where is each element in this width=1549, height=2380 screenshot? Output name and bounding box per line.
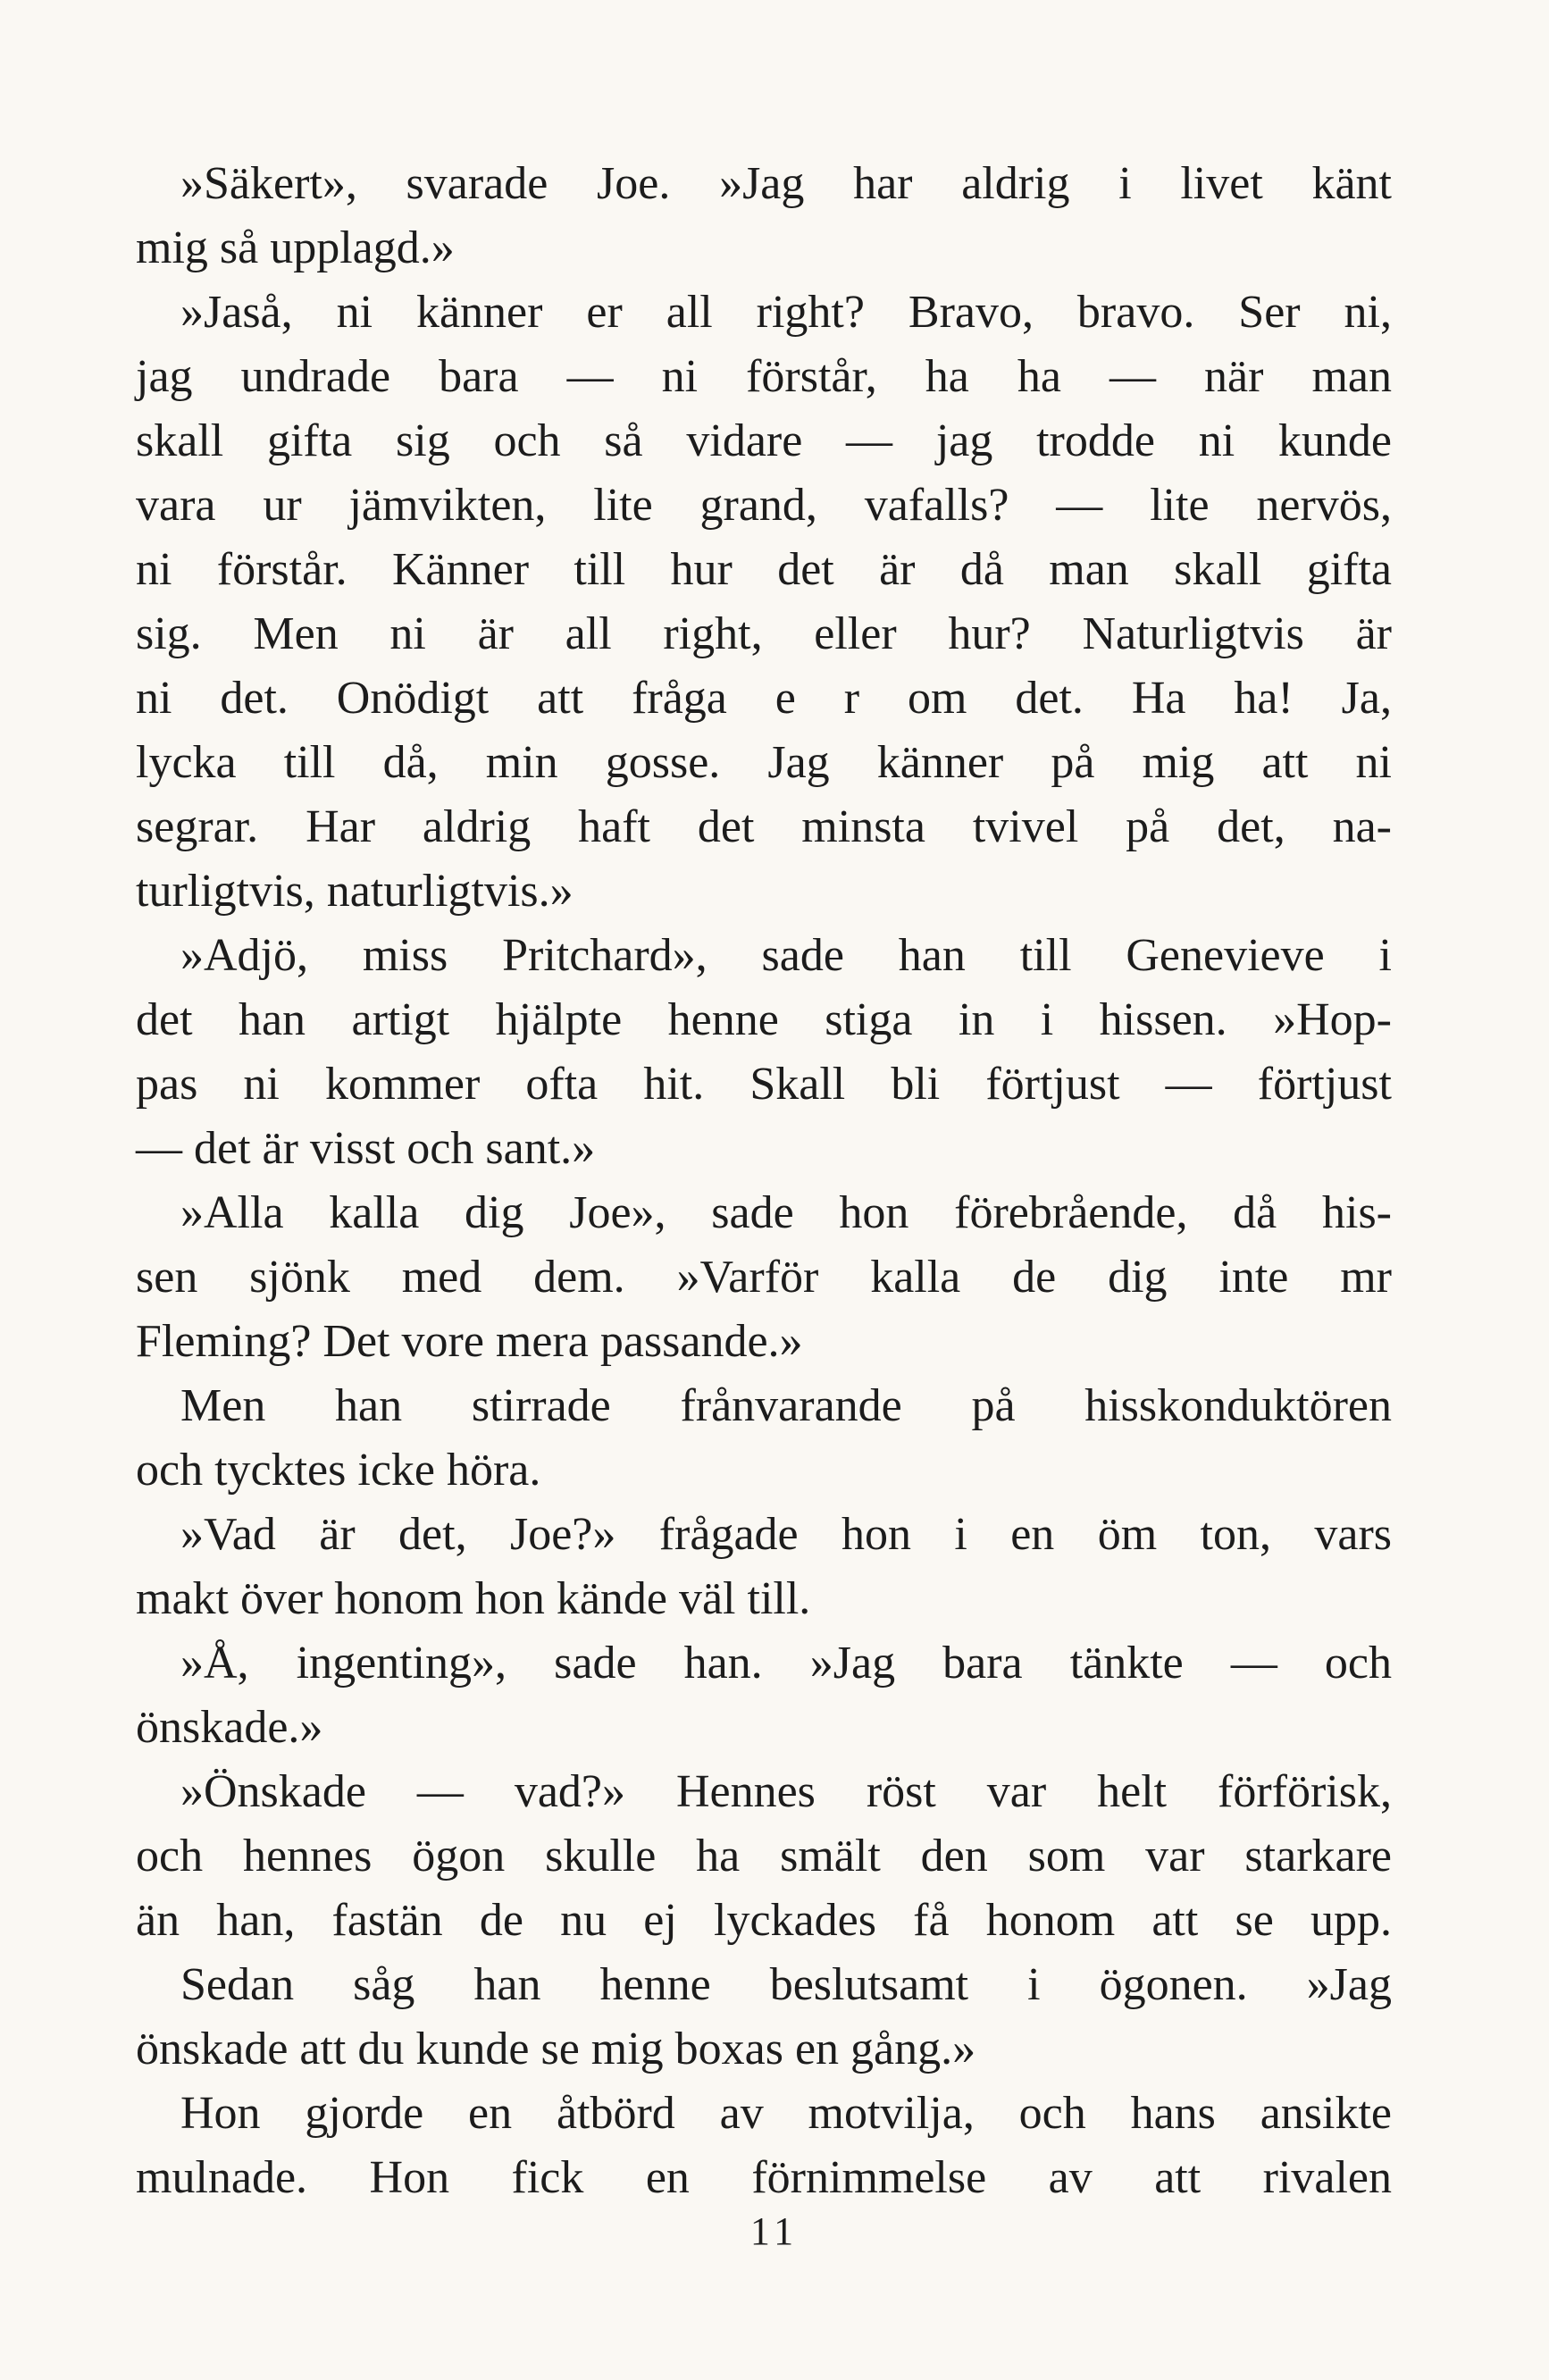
- text-line: och hennes ögon skulle ha smält den som var starkare: [136, 1831, 1392, 1881]
- text-line: ni det. Onödigt att fråga e r om det. Ha ha! Ja,: [136, 673, 1392, 724]
- text-line: det han artigt hjälpte henne stiga in i hissen. »Hop-: [136, 994, 1392, 1045]
- text-line: skall gifta sig och så vidare — jag trodde ni kunde: [136, 415, 1392, 466]
- text-line: segrar. Har aldrig haft det minsta tvivel på det, na-: [136, 801, 1392, 852]
- text-line: mig så upplagd.»: [136, 222, 455, 273]
- text-line: makt över honom hon kände väl till.: [136, 1573, 811, 1624]
- text-line: »Jaså, ni känner er all right? Bravo, bravo. Ser ni,: [180, 287, 1392, 338]
- body-text: [136, 152, 1392, 2210]
- text-line: jag undrade bara — ni förstår, ha ha — när man: [136, 351, 1392, 402]
- text-line: och tycktes icke höra.: [136, 1445, 541, 1496]
- text-line: mulnade. Hon fick en förnimmelse av att rivalen: [136, 2152, 1392, 2203]
- text-line: vara ur jämvikten, lite grand, vafalls? — lite nervös,: [136, 480, 1392, 531]
- text-line: önskade att du kunde se mig boxas en gång.»: [136, 2024, 976, 2074]
- text-line: sig. Men ni är all right, eller hur? Naturligtvis är: [136, 608, 1392, 659]
- text-line: lycka till då, min gosse. Jag känner på mig att ni: [136, 737, 1392, 788]
- text-line: »Önskade — vad?» Hennes röst var helt förförisk,: [180, 1766, 1392, 1817]
- page-number: 11: [749, 2209, 800, 2253]
- text-line: »Vad är det, Joe?» frågade hon i en öm ton, vars: [180, 1509, 1392, 1560]
- text-line: Fleming? Det vore mera passande.»: [136, 1316, 803, 1367]
- text-line: än han, fastän de nu ej lyckades få honom att se upp.: [136, 1895, 1392, 1946]
- text-line: »Alla kalla dig Joe», sade hon förebrående, då his-: [180, 1187, 1392, 1238]
- text-line: »Adjö, miss Pritchard», sade han till Genevieve i: [180, 930, 1392, 981]
- text-line: Sedan såg han henne beslutsamt i ögonen. »Jag: [180, 1959, 1392, 2010]
- text-line: »Säkert», svarade Joe. »Jag har aldrig i livet känt: [180, 158, 1392, 209]
- text-line: — det är visst och sant.»: [136, 1123, 596, 1174]
- text-line: sen sjönk med dem. »Varför kalla de dig inte mr: [136, 1252, 1392, 1303]
- text-line: Hon gjorde en åtbörd av motvilja, och hans ansikte: [180, 2088, 1392, 2139]
- text-line: önskade.»: [136, 1702, 323, 1753]
- text-line: pas ni kommer ofta hit. Skall bli förtjust — förtjust: [136, 1059, 1392, 1110]
- text-line: Men han stirrade frånvarande på hisskonduktören: [180, 1380, 1392, 1431]
- text-line: »Å, ingenting», sade han. »Jag bara tänkte — och: [180, 1638, 1392, 1689]
- text-line: ni förstår. Känner till hur det är då man skall gifta: [136, 544, 1392, 595]
- text-line: turligtvis, naturligtvis.»: [136, 866, 574, 917]
